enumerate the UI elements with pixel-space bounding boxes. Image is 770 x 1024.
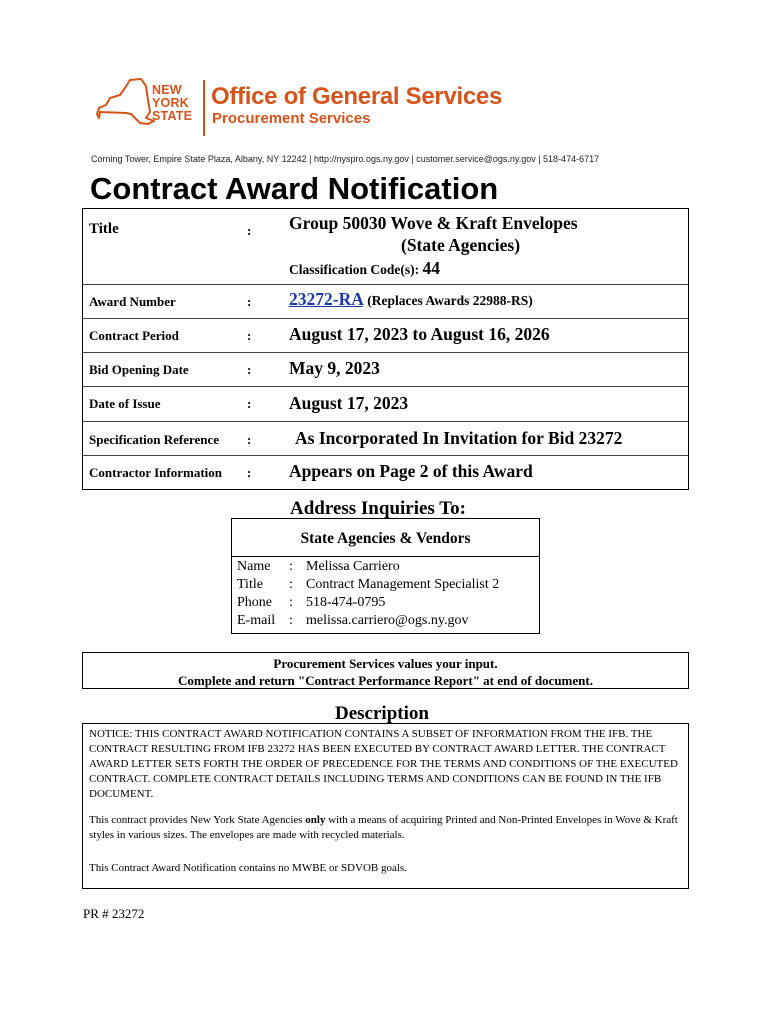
colon: : (289, 577, 293, 592)
colon: : (289, 613, 293, 628)
office-title: Office of General Services (211, 83, 503, 110)
contract-period-value: August 17, 2023 to August 16, 2026 (289, 324, 550, 344)
feedback-line2: Complete and return "Contract Performance Report" at end of document. (178, 673, 593, 688)
contact-line: Corning Tower, Empire State Plaza, Albany, NY 12242 | http://nyspro.ogs.ny.gov | customer.service@ogs.ny.gov | 518-474-6717 (91, 154, 600, 164)
spec-ref-label: Specification Reference (89, 432, 220, 447)
title-label: Title (89, 221, 119, 237)
colon: : (247, 223, 252, 238)
state-logo-text (152, 84, 192, 123)
date-issue-label: Date of Issue (89, 396, 161, 411)
row-contract-period (83, 318, 688, 352)
colon: : (247, 328, 252, 343)
colon: : (289, 559, 293, 574)
row-date-of-issue (83, 386, 688, 421)
colon: : (247, 294, 252, 309)
email-label: E-mail (237, 613, 276, 628)
state-logo-line: YORK (152, 96, 189, 110)
description-heading: Description (335, 703, 429, 724)
address-heading: Address Inquiries To: (290, 498, 466, 519)
date-issue-value: August 17, 2023 (289, 393, 409, 413)
feedback-line1: Procurement Services values your input. (273, 656, 498, 671)
office-subtitle: Procurement Services (212, 110, 371, 127)
bid-opening-label: Bid Opening Date (89, 362, 189, 377)
colon: : (247, 432, 252, 447)
phone-value: 518-474-0795 (306, 595, 386, 610)
description-box (82, 723, 689, 889)
bid-opening-value: May 9, 2023 (289, 358, 380, 378)
name-value: Melissa Carriero (306, 559, 400, 574)
contractor-label: Contractor Information (89, 465, 222, 480)
pr-number: PR # 23272 (83, 906, 145, 921)
feedback-box (82, 652, 689, 689)
description-goals: This Contract Award Notification contains no MWBE or SDVOB goals. (89, 862, 407, 874)
row-contractor-information (83, 455, 688, 489)
title-label: Title (237, 577, 263, 592)
classification-label (289, 258, 440, 279)
colon: : (247, 362, 252, 377)
row-bid-opening (83, 352, 688, 386)
colon: : (247, 465, 252, 480)
new-york-state-map-logo (96, 78, 156, 134)
description-notice: NOTICE: THIS CONTRACT AWARD NOTIFICATION CONTAINS A SUBSET OF INFORMATION FROM THE IFB. THE CONTRACT RESULTING FROM IFB 23272 HAS BEEN EXECUTED BY CONTRACT AWARD LETTER. THE CONTRACT AWARD LETTER SETS FORTH THE ORDER OF PRECEDENCE FOR THE TERMS AND CONDITIONS OF THE EXECUTED CONTRACT. COMPLETE CONTRACT DETAILS INCLUDING TERMS AND CONDITIONS CAN BE FOUND IN THE IFB DOCUMENT. (89, 728, 678, 800)
row-title (83, 209, 688, 284)
address-box-title: State Agencies & Vendors (232, 519, 539, 557)
award-number-label: Award Number (89, 294, 176, 309)
title-value-line1: Group 50030 Wove & Kraft Envelopes (289, 213, 578, 233)
state-logo-line: STATE (152, 109, 193, 123)
name-label: Name (237, 559, 271, 574)
state-logo-line: NEW (152, 83, 182, 97)
classification-value: 44 (422, 258, 440, 278)
scope-text-after: with a means of acquiring Printed and Non-Printed Envelopes in Wove & Kraft styles in various sizes. The envelopes are made with recycled materials. (89, 814, 678, 841)
contract-period-label: Contract Period (89, 328, 179, 343)
title-value: Contract Management Specialist 2 (306, 577, 500, 592)
contractor-value: Appears on Page 2 of this Award (289, 461, 533, 481)
colon: : (289, 595, 293, 610)
row-specification-reference (83, 421, 688, 455)
award-info-table (82, 208, 689, 490)
phone-label: Phone (237, 595, 272, 610)
logo-divider (203, 80, 205, 136)
award-number-value (289, 289, 533, 310)
address-box (231, 518, 540, 634)
spec-ref-value: As Incorporated In Invitation for Bid 23272 (295, 428, 623, 448)
row-award-number (83, 284, 688, 318)
colon: : (247, 396, 252, 411)
award-number-note: (Replaces Awards 22988-RS) (367, 293, 533, 308)
email-value: melissa.carriero@ogs.ny.gov (306, 613, 469, 628)
scope-text-bold: only (305, 814, 326, 826)
document-title: Contract Award Notification (90, 171, 499, 206)
title-value-line2: (State Agencies) (401, 235, 521, 255)
award-number-link[interactable]: 23272-RA (289, 289, 363, 309)
scope-text-before: This contract provides New York State Agencies (89, 814, 306, 826)
description-scope (89, 813, 682, 843)
classification-label-text: Classification Code(s): (289, 262, 420, 277)
